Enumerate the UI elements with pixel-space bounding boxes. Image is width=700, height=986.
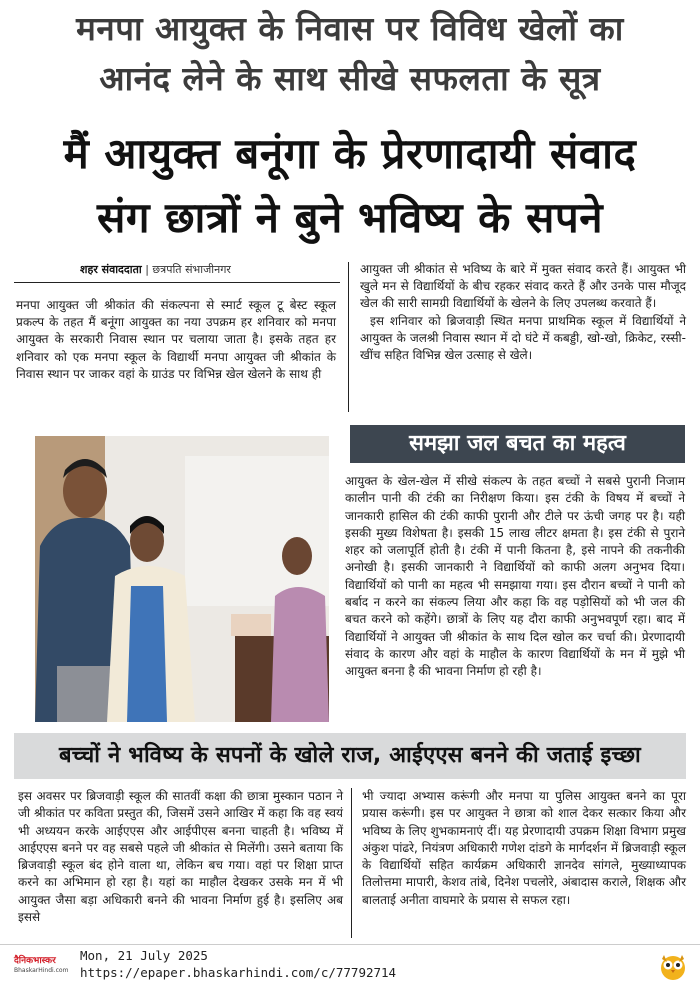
footer-url[interactable]: https://epaper.bhaskarhindi.com/c/77792714	[80, 965, 397, 980]
byline-rule	[14, 282, 340, 283]
section-1-title: समझा जल बचत का महत्व	[350, 425, 685, 463]
footer-date: Mon, 21 July 2025	[80, 948, 208, 963]
section-2-col-1: इस अवसर पर ब्रिजवाड़ी स्कूल की सातवीं कक्षा की छात्रा मुस्कान पठान ने जी श्रीकांत पर कविता प्रस्तुत की, जिसमें उसने आखिर में कहा कि वह स्वयं भी अध्ययन करके आईएएस और आईपीएस बनना चाहती है। भविष्य में आईएएस बनने पर वह सबसे पहले जी श्रीकांत से मिलेंगी। उसने बताया कि ब्रिजवाड़ी स्कूल बंद होने वाला था, लेकिन बच गया। वहां पर शिक्षा प्राप्त करने का अभिमान हो रहा है। यहां का माहौल देखकर उसके मन में भी आयुक्त जैसा बड़ा अधिकारी बनने की भावना निर्माण हुई है। इसलिए अब इससे	[18, 789, 343, 925]
footer	[0, 944, 700, 986]
kicker-line-1: मनपा आयुक्त के निवास पर विविध खेलों का	[76, 9, 624, 48]
article-photo	[35, 436, 329, 722]
byline-author: शहर संवाददाता	[80, 263, 142, 276]
article-col-2-para-1: आयुक्त जी श्रीकांत से भविष्य के बारे में मुक्त संवाद करते हैं। आयुक्त भी खुले मन से विद्यार्थियों के बीच रहकर संवाद करते हैं और उनके पास मौजूद खेल की सारी सामग्री विद्यार्थियों के खेलने के लिए उपलब्ध करवाते हैं।	[360, 262, 686, 311]
article-col-2-para-2: इस शनिवार को ब्रिजवाड़ी स्थित मनपा प्राथमिक स्कूल में विद्यार्थियों ने आयुक्त के जलश्री निवास स्थान में दो घंटे में कबड्डी, खो-खो, क्रिकेट, रस्सी-खींच सहित विभिन्न खेल उत्साह से खेले।	[360, 313, 686, 363]
section-1-body: आयुक्त के खेल-खेल में सीखे संकल्प के तहत बच्चों ने सबसे पुरानी निजाम कालीन पानी की टंकी का निरीक्षण किया। इस टंकी के विषय में बच्चों ने जानकारी हासिल की टंकी काफी पुरानी और टीले पर ऊंची जगह पर है। यही इसकी मुख्य विशेषता है। इसकी 15 लाख लीटर क्षमता है। इस टंकी से पुराने शहर को जलापूर्ति होती है। टंकी में पानी कितना है, इसे नापने की तकनीकी अनोखी है। इसकी जानकारी ने विद्यार्थियों को काफी अलग अनुभव दिया। विद्यार्थियों को पानी का महत्व भी समझाया गया। इस दौरान बच्चों ने पानी को बर्बाद न करने का संकल्प लिया और कहा कि वह पड़ोसियों को भी जल की बचत करने को कहेंगे। छात्रों के लिए यह दौरा काफी अनुभवपूर्ण रहा। बाद में विद्यार्थियों ने आयुक्त जी श्रीकांत के साथ दिल खोल कर चर्चा की। प्रेरणादायी संवाद के कारण और वहां के माहौल के कारण विद्यार्थियों के मन में मुझे भी आयुक्त बनना है की भावना निर्माण हो रही है।	[345, 474, 685, 679]
logo-subtext: BhaskarHindi.com	[14, 967, 69, 974]
byline-place: छत्रपति संभाजीनगर	[152, 263, 231, 276]
article-col-2	[360, 261, 686, 364]
section-2-col-2: भी ज्यादा अभ्यास करूंगी और मनपा या पुलिस आयुक्त बनने का पूरा प्रयास करूंगी। इस पर आयुक्त ने छात्रा को शाल देकर सत्कार किया और भविष्य के लिए शुभकामनाएं दीं। यह प्रेरणादायी उपक्रम शिक्षा विभाग प्रमुख अंकुश पांढरे, नियंत्रण अधिकारी गणेश दांडगे के मार्गदर्शन में ब्रिजवाड़ी स्कूल के विद्यार्थियों सहित कार्यक्रम अधिकारी ज्ञानदेव सांगले, मुख्याध्यापक तिलोत्तमा मापारी, केशव तांबे, दिनेश पचलोरे, अंबादास कराले, शिक्षक और बालताई अनीता वाघमारे के प्रयास से सफल रहा।	[362, 789, 686, 907]
headline-line-2: संग छात्रों ने बुने भविष्य के सपने	[96, 193, 604, 242]
byline-separator: |	[145, 263, 149, 276]
column-divider	[348, 262, 349, 412]
bhaskar-logo[interactable]	[14, 956, 76, 978]
section-2-divider	[351, 788, 352, 938]
section-2-title: बच्चों ने भविष्य के सपनों के खोले राज, आईएएस बनने की जताई इच्छा	[14, 733, 686, 779]
commissioner-students-photo	[35, 436, 329, 722]
article-col-1: मनपा आयुक्त जी श्रीकांत की संकल्पना से स्मार्ट स्कूल टू बेस्ट स्कूल प्रकल्प के तहत मैं बनूंगा आयुक्त का नया उपक्रम हर शनिवार को मनपा आयुक्त के सरकारी निवास स्थान पर चलाया जाता है। इसके तहत हर शनिवार को एक मनपा स्कूल के विद्यार्थी मनपा आयुक्त जी श्रीकांत के निवास स्थान पर जाकर वहां के ग्राउंड पर विभिन्न खेल खेलने के साथ ही	[16, 298, 336, 381]
byline	[80, 262, 231, 277]
owl-mascot-icon	[658, 951, 688, 981]
headline-line-1: मैं आयुक्त बनूंगा के प्रेरणादायी संवाद	[63, 129, 637, 178]
kicker-line-2: आनंद लेने के साथ सीखे सफलता के सूत्र	[99, 59, 601, 98]
logo-text: दैनिकभास्कर	[14, 956, 56, 966]
